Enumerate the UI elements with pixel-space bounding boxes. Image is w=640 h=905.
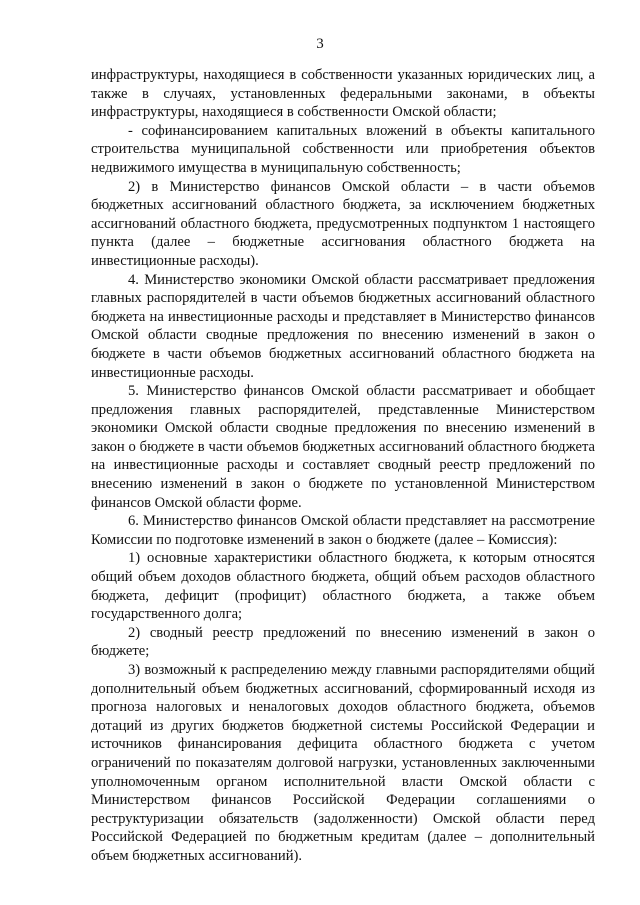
paragraph-infrastructure-continuation: инфраструктуры, находящиеся в собственности указанных юридических лиц, а также в случаях, установленных федеральными законами, в объекты инфраструктуры, находящиеся в собственности Омской области; bbox=[91, 67, 595, 121]
document-body bbox=[91, 66, 595, 866]
paragraph-subitem-2: 2) сводный реестр предложений по внесению изменений в закон о бюджете; bbox=[91, 624, 595, 660]
paragraph-point-6: 6. Министерство финансов Омской области представляет на рассмотрение Комиссии по подготовке изменений в закон о бюджете (далее – Комиссия): bbox=[91, 513, 595, 548]
paragraph-point-4: 4. Министерство экономики Омской области рассматривает предложения главных распорядителей в части объемов бюджетных ассигнований областного бюджета на инвестиционные расходы и представляет в Министерство финансов Омской области сводные предложения по внесению изменений в закон о бюджете в части объемов бюджетных ассигнований областного бюджета на инвестиционные расходы. bbox=[91, 271, 595, 381]
page-number: 3 bbox=[316, 36, 324, 52]
paragraph-subitem-1: 1) основные характеристики областного бюджета, к которым относятся общий объем доходов областного бюджета, общий объем расходов областного бюджета, дефицит (профицит) областного бюджета, а также объем государственного долга; bbox=[91, 550, 595, 623]
paragraph-point-5: 5. Министерство финансов Омской области рассматривает и обобщает предложения главных распорядителей, представленные Министерством экономики Омской области сводные предложения по внесению изменений в закон о бюджете в части объемов бюджетных ассигнований областного бюджета на инвестиционные расходы и составляет сводный реестр предложений по внесению изменений в закон о бюджете по установленной Министерством финансов Омской области форме. bbox=[91, 383, 595, 511]
paragraph-cofinancing: - софинансированием капитальных вложений в объекты капитального строительства муниципальной собственности или приобретения объектов недвижимого имущества в муниципальную собственность; bbox=[91, 122, 595, 176]
paragraph-subitem-3: 3) возможный к распределению между главными распорядителями общий дополнительный объем бюджетных ассигнований, сформированный исходя из прогноза налоговых и неналоговых доходов областного бюджета, объемов дотаций из других бюджетов бюджетной системы Российской Федерации и источников финансирования дефицита областного бюджета с учетом ограничений по показателям долговой нагрузки, установленных заключенными уполномоченным органом исполнительной власти Омской области с Министерством финансов Российской Федерации соглашениями о реструктуризации обязательств (задолженности) Омской области перед Российской Федерацией по бюджетным кредитам (далее – дополнительный объем бюджетных ассигнований). bbox=[91, 662, 595, 864]
paragraph-item-2: 2) в Министерство финансов Омской области – в части объемов бюджетных ассигнований областного бюджета, за исключением бюджетных ассигнований областного бюджета, предусмотренных подпунктом 1 настоящего пункта (далее – бюджетные ассигнования областного бюджета на инвестиционные расходы). bbox=[91, 178, 595, 269]
